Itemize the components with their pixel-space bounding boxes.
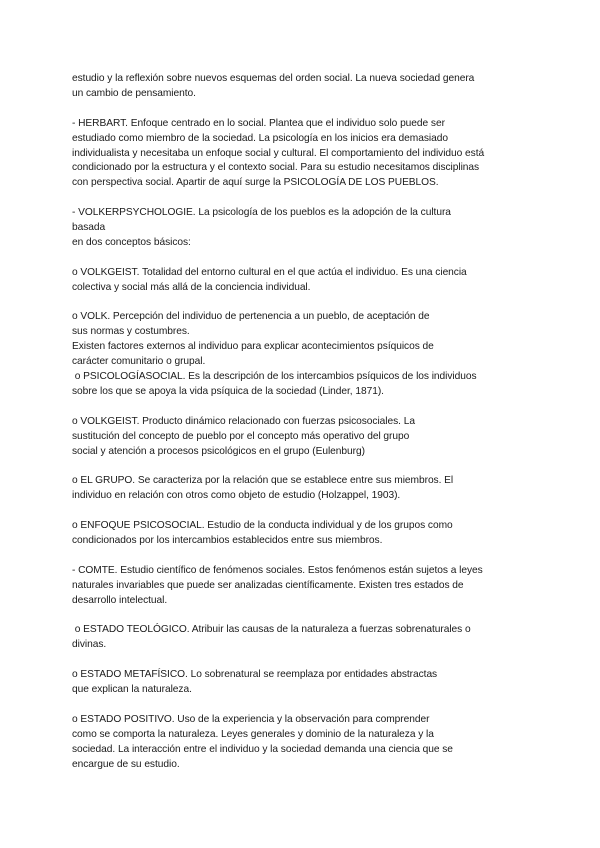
text-line: individuo en relación con otros como objeto de estudio (Holzappel, 1903). <box>72 490 401 502</box>
paragraph-enfoque-psicosocial <box>72 519 532 549</box>
text-line: un cambio de pensamiento. <box>72 87 196 99</box>
text-line: colectiva y social más allá de la conciencia individual. <box>72 281 311 293</box>
text-line: condicionado por la estructura y el contexto social. Para su estudio necesitamos disciplinas <box>72 162 480 174</box>
text-line: o EL GRUPO. Se caracteriza por la relación que se establece entre sus miembros. El <box>72 475 454 487</box>
text-line: condicionados por los intercambios establecidos entre sus miembros. <box>72 534 383 546</box>
paragraph-estado-metafisico <box>72 668 532 698</box>
text-line: Existen factores externos al individuo para explicar acontecimientos psíquicos de <box>72 341 434 353</box>
text-line: estudio y la reflexión sobre nuevos esquemas del orden social. La nueva sociedad genera <box>72 73 475 84</box>
document-body <box>72 72 532 787</box>
paragraph-volkgeist <box>72 266 532 296</box>
text-line: con perspectiva social. Apartir de aquí surge la PSICOLOGÍA DE LOS PUEBLOS. <box>72 177 439 189</box>
text-line: basada <box>72 222 106 234</box>
text-line: divinas. <box>72 639 107 651</box>
text-line: que explican la naturaleza. <box>72 684 192 695</box>
text-line: o ESTADO TEOLÓGICO. Atribuir las causas de la naturaleza a fuerzas sobrenaturales o <box>72 624 471 636</box>
paragraph-volk <box>72 310 532 399</box>
text-line: - VOLKERPSYCHOLOGIE. La psicología de los pueblos es la adopción de la cultura <box>72 207 451 219</box>
text-line: o ENFOQUE PSICOSOCIAL. Estudio de la conducta individual y de los grupos como <box>72 520 453 532</box>
text-line: sociedad. La interacción entre el individuo y la sociedad demanda una ciencia que se <box>72 743 453 755</box>
text-line: o VOLKGEIST. Producto dinámico relacionado con fuerzas psicosociales. La <box>72 415 415 427</box>
text-line: sobre los que se apoya la vida psíquica de la sociedad (Linder, 1871). <box>72 385 384 397</box>
text-line: carácter comunitario o grupal. <box>72 356 206 368</box>
paragraph-estado-teologico <box>72 623 532 653</box>
text-line: como se comporta la naturaleza. Leyes generales y dominio de la naturaleza y la <box>72 728 434 740</box>
text-line: o ESTADO METAFÍSICO. Lo sobrenatural se reemplaza por entidades abstractas <box>72 669 438 681</box>
text-line: individualista y necesitaba un enfoque social y cultural. El comportamiento del individuo está <box>72 147 485 159</box>
text-line: naturales invariables que puede ser analizadas científicamente. Existen tres estados de <box>72 579 464 591</box>
paragraph-estado-positivo <box>72 713 532 773</box>
paragraph-herbart <box>72 117 532 192</box>
text-line: social y atención a procesos psicológicos en el grupo (Eulenburg) <box>72 445 365 457</box>
text-line: estudiado como miembro de la sociedad. La psicología en los inicios era demasiado <box>72 132 448 144</box>
text-line: o ESTADO POSITIVO. Uso de la experiencia y la observación para comprender <box>72 713 430 725</box>
text-line: sus normas y costumbres. <box>72 326 190 338</box>
text-line: o VOLKGEIST. Totalidad del entorno cultural en el que actúa el individuo. Es una ciencia <box>72 266 467 278</box>
text-line: - HERBART. Enfoque centrado en lo social. Plantea que el individuo solo puede ser <box>72 117 445 129</box>
paragraph-volkerpsychologie <box>72 206 532 251</box>
paragraph <box>72 72 532 102</box>
paragraph-comte <box>72 564 532 609</box>
text-line: o VOLK. Percepción del individuo de pertenencia a un pueblo, de aceptación de <box>72 311 430 323</box>
text-line: o PSICOLOGÍASOCIAL. Es la descripción de los intercambios psíquicos de los individuos <box>72 371 477 383</box>
text-line: encargue de su estudio. <box>72 758 180 770</box>
paragraph-el-grupo <box>72 474 532 504</box>
paragraph-volkgeist-dinamico <box>72 415 532 460</box>
text-line: sustitución del concepto de pueblo por el concepto más operativo del grupo <box>72 430 410 442</box>
text-line: desarrollo intelectual. <box>72 594 168 606</box>
text-line: - COMTE. Estudio científico de fenómenos sociales. Estos fenómenos están sujetos a leyes <box>72 564 483 576</box>
text-line: en dos conceptos básicos: <box>72 236 191 248</box>
